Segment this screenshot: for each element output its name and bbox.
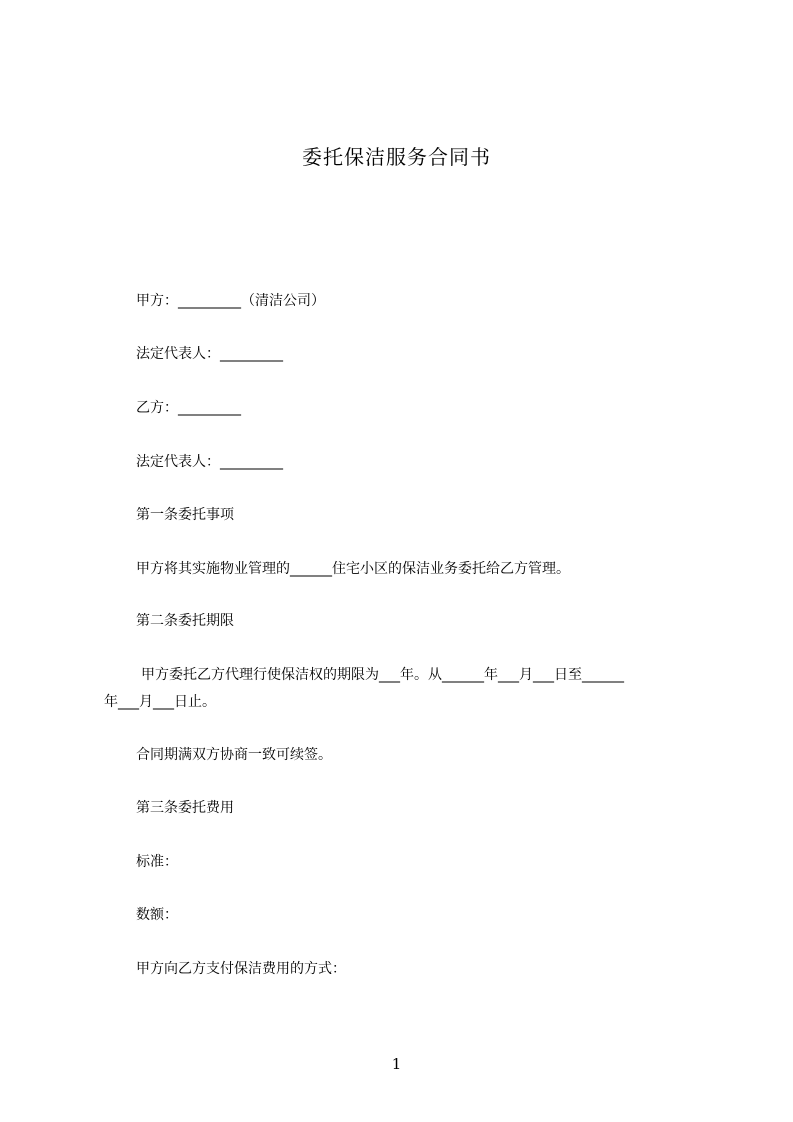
renewal-text: 合同期满双方协商一致可续签。 (136, 747, 332, 763)
party-b-representative-line: 法定代表人：_________ (136, 454, 283, 470)
fee-standard-line: 标准： (136, 854, 178, 870)
party-a-representative-line: 法定代表人：_________ (136, 346, 283, 362)
article-2-text-line-1: 甲方委托乙方代理行使保洁权的期限为___年。从______年___月___日至______ (141, 667, 624, 683)
payment-method-line: 甲方向乙方支付保洁费用的方式： (136, 961, 346, 977)
article-3-heading: 第三条委托费用 (136, 800, 234, 816)
article-2-heading: 第二条委托期限 (136, 613, 234, 629)
party-a-line: 甲方：_________（清洁公司） (136, 293, 325, 309)
fee-amount-line: 数额： (136, 907, 178, 923)
article-1-heading: 第一条委托事项 (136, 507, 234, 523)
page-number: 1 (391, 1055, 402, 1073)
document-title: 委托保洁服务合同书 (302, 145, 491, 169)
party-b-line: 乙方：_________ (136, 400, 241, 416)
article-1-text: 甲方将其实施物业管理的______住宅小区的保洁业务委托给乙方管理。 (136, 561, 570, 577)
article-2-text-line-2: 年___月___日止。 (104, 694, 216, 710)
